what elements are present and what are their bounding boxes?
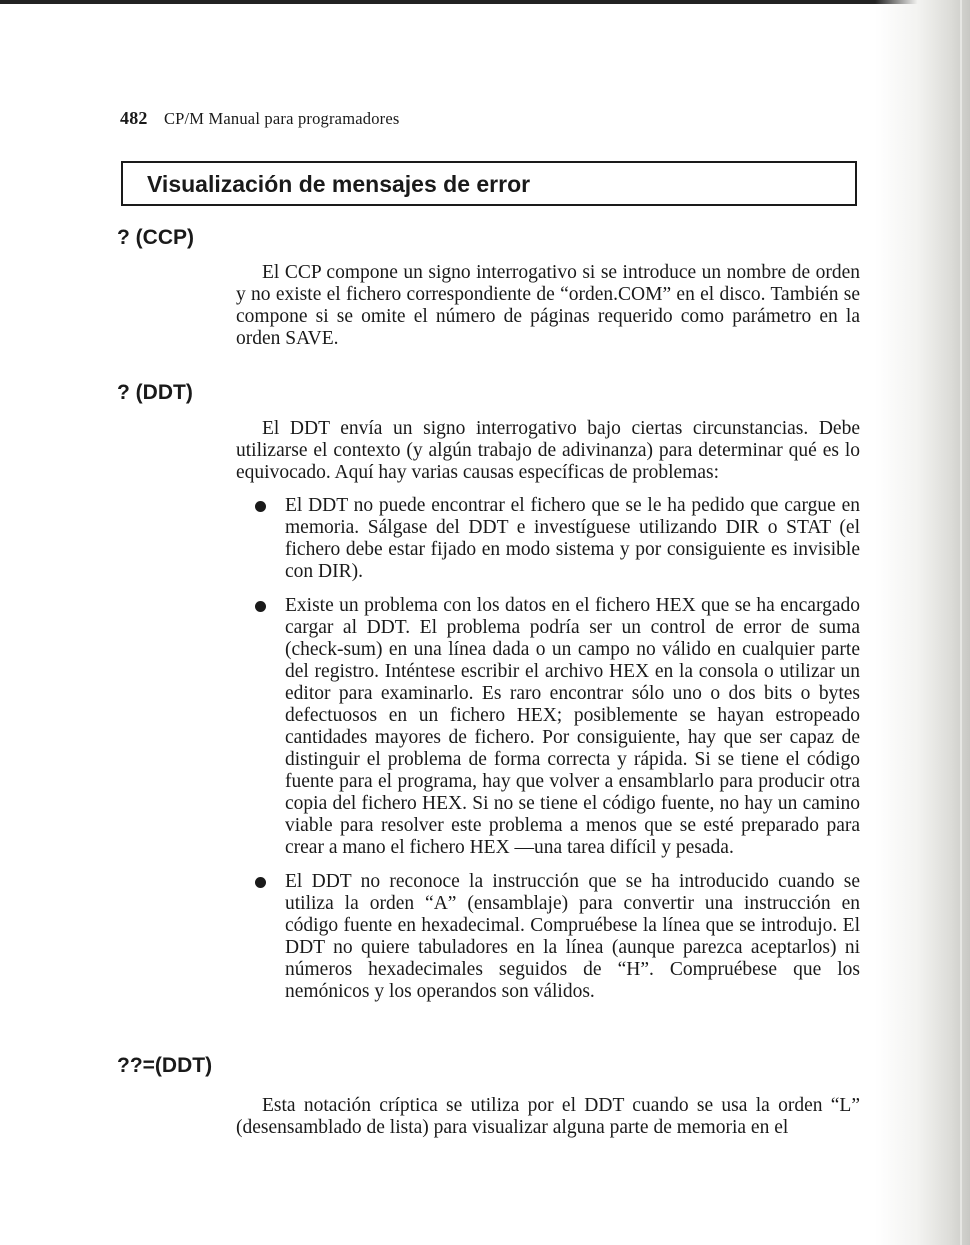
page-number: 482 bbox=[120, 108, 148, 128]
paragraph-ccp: El CCP compone un signo interrogativo si se introduce un nombre de orden y no existe el fichero correspondiente de “orden.COM” en el disco. También se compone si se omite el número de páginas requerido como parámetro en la orden SAVE. bbox=[236, 262, 860, 349]
list-item-text: El DDT no puede encontrar el fichero que se le ha pedido que cargue en memoria. Sálgase del DDT e investíguese utilizando DIR o STAT (el fichero debe estar fijado en modo sistema y por consiguiente es invisible con DIR). bbox=[285, 495, 860, 582]
ddt-causes-list bbox=[255, 495, 860, 1015]
running-header bbox=[120, 108, 400, 129]
bullet-icon bbox=[255, 501, 266, 512]
paragraph-ddt-intro: El DDT envía un signo interrogativo bajo ciertas circunstancias. Debe utilizarse el contexto (y algún trabajo de adivinanza) para determinar qué es lo equivocado. Aquí hay varias causas específicas de problemas: bbox=[236, 418, 860, 483]
list-item bbox=[255, 871, 860, 1003]
bullet-icon bbox=[255, 877, 266, 888]
section-heading-ddt: ? (DDT) bbox=[117, 381, 193, 404]
paragraph-ddt-disassembly: Esta notación críptica se utiliza por el DDT cuando se usa la orden “L” (desensamblado de lista) para visualizar alguna parte de memoria en el bbox=[236, 1095, 860, 1138]
list-item-text: El DDT no reconoce la instrucción que se ha introducido cuando se utiliza la orden “A” (ensamblaje) para convertir una instrucción en código fuente en hexadecimal. Compruébese la línea que se introdujo. El DDT no quiere tabuladores en la línea (aunque parezca aceptarlos) ni números hexadecimales seguidos de “H”. Compruébese que los nemónicos y los operandos son válidos. bbox=[285, 871, 860, 1002]
section-heading-ccp: ? (CCP) bbox=[117, 226, 194, 249]
chapter-title-box bbox=[121, 161, 857, 206]
top-edge-shadow bbox=[0, 0, 970, 4]
chapter-title: Visualización de mensajes de error bbox=[147, 171, 531, 197]
bullet-icon bbox=[255, 601, 266, 612]
list-item bbox=[255, 595, 860, 859]
running-title: CP/M Manual para programadores bbox=[163, 109, 400, 128]
section-heading-ddt-disassembly: ??=(DDT) bbox=[117, 1054, 213, 1077]
list-item bbox=[255, 495, 860, 583]
page-binding-shadow bbox=[875, 0, 970, 1245]
list-item-text: Existe un problema con los datos en el fichero HEX que se ha encargado cargar al DDT. El problema podría ser un control de error de suma (check-sum) en una línea dada o un campo no válido en cualquier parte del registro. Inténtese escribir el archivo HEX en la consola o utilizar un editor para examinarlo. Es raro encontrar sólo uno o dos bits o bytes defectuosos en un fichero HEX; posiblemente se hayan estropeado cantidades mayores de fichero. Por consiguiente, hay que ser capaz de distinguir el problema de forma correcta y rápida. Si se tiene el código fuente para el programa, hay que volver a ensamblarlo para producir otra copia del fichero HEX. Si no se tiene el código fuente, no hay un camino viable para resolver este problema a menos que se esté preparado para crear a mano el fichero HEX —una tarea difícil y pesada. bbox=[285, 595, 860, 858]
